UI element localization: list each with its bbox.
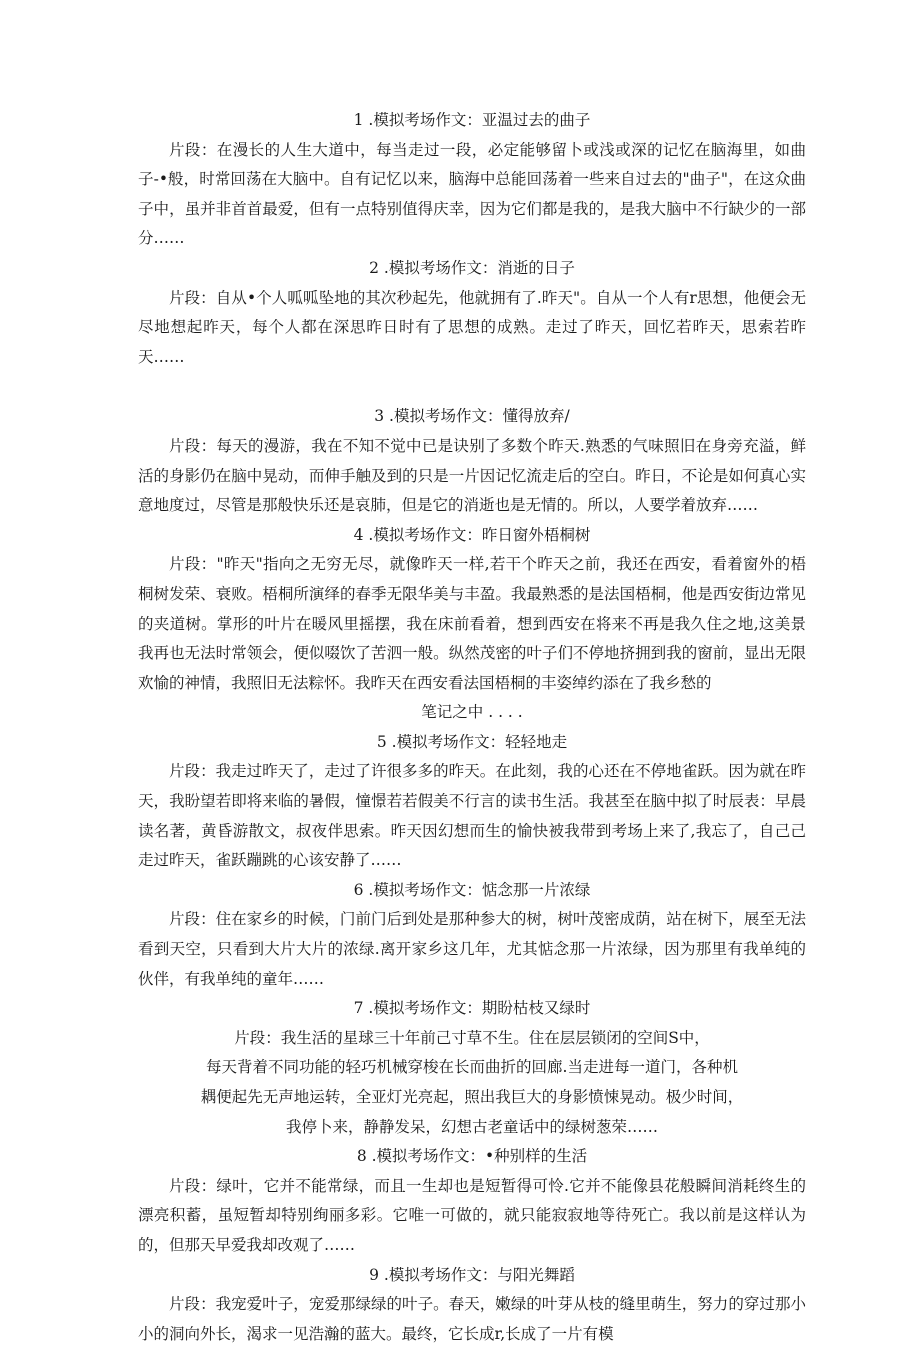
section-paragraph: 片段：绿叶，它并不能常绿，而且一生却也是短暂得可怜.它并不能像县花般瞬间消耗终生的漂亮积蓄，虽短暂却特别绚丽多彩。它唯一可做的，就只能寂寂地等待死亡。我以前是这样认为的，但那天早爱我却改观了…… xyxy=(138,1176,806,1254)
section-paragraph: 片段："昨天"指向之无穷无尽，就像昨天一样,若干个昨天之前，我还在西安，看着窗外的梧桐树发荣、衰败。梧桐所演绎的春季无限华美与丰盈。我最熟悉的是法国梧桐，他是西安街边常见的夹道树。掌形的叶片在暖风里摇摆，我在床前看着，想到西安在将来不再是我久住之地,这美景我再也无法时常领会，便似啜饮了苦泗一般。纵然茂密的叶子们不停地挤拥到我的窗前，显出无限欢愉的神情，我照旧无法粽怀。我昨天在西安看法国梧桐的丰姿绰约添在了我乡愁的 xyxy=(138,555,806,692)
section-heading: 6 .模拟考场作文：惦念那一片浓绿 xyxy=(353,880,591,899)
essay-section-5 xyxy=(138,728,806,876)
section-continuation: 笔记之中 . . . . xyxy=(421,703,523,722)
document-body xyxy=(138,106,806,1349)
essay-section-6 xyxy=(138,876,806,994)
centered-line: 片段：我生活的星球三十年前己寸草不生。住在层层锁闭的空间S中， xyxy=(234,1028,710,1047)
blank-line xyxy=(138,372,806,402)
section-paragraph: 片段：每天的漫游，我在不知不觉中已是诀别了多数个昨天.熟悉的气味照旧在身旁充溢，鲜活的身影仍在脑中晃动，而伸手触及到的只是一片因记忆流走后的空白。昨日，不论是如何真心实意地度过，尽管是那般快乐还是哀肺，但是它的消逝也是无情的。所以，人要学着放弃…… xyxy=(138,436,806,515)
section-heading: 4 .模拟考场作文：昨日窗外梧桐树 xyxy=(353,525,591,544)
section-paragraph: 片段：我宠爱叶子，宠爱那绿绿的叶子。春天，嫩绿的叶芽从枝的缝里萌生，努力的穿过那小小的洞向外长，渴求一见浩瀚的蓝大。最终，它长成r,长成了一片有模 xyxy=(138,1295,806,1343)
essay-section-7 xyxy=(138,994,806,1142)
section-paragraph: 片段：自从•个人呱呱坠地的其次秒起先，他就拥有了.昨天"。自从一个人有r思想，他便会无尽地想起昨天，每个人都在深思昨日时有了思想的成熟。走过了昨天，回忆若昨天，思索若昨天…… xyxy=(138,288,806,366)
section-heading: 5 .模拟考场作文：轻轻地走 xyxy=(376,732,568,751)
centered-line: 我停卜来，静静发呆，幻想古老童话中的绿树葱荣…… xyxy=(285,1117,658,1136)
section-heading: 3 .模拟考场作文：懂得放弃/ xyxy=(374,407,570,426)
section-paragraph: 片段：住在家乡的时候，门前门后到处是那种参大的树，树叶茂密成荫，站在树下，展至无法看到天空，只看到大片大片的浓绿.离开家乡这几年，尤其惦念那一片浓绿，因为那里有我单纯的伙伴，有我单纯的童年…… xyxy=(138,910,806,988)
section-heading: 7 .模拟考场作文：期盼枯枝又绿时 xyxy=(353,999,591,1018)
section-heading: 2 .模拟考场作文：消逝的日子 xyxy=(369,258,575,277)
essay-section-9 xyxy=(138,1261,806,1349)
section-heading: 9 .模拟考场作文：与阳光舞蹈 xyxy=(369,1265,575,1284)
essay-section-2 xyxy=(138,254,806,372)
section-paragraph: 片段：我走过昨天了，走过了许很多多的昨天。在此刻，我的心还在不停地雀跃。因为就在昨天，我盼望若即将来临的暑假，憧憬若若假美不行言的读书生活。我甚至在脑中拟了时辰表：早晨读名著，黄昏游散文，叔夜伴思索。昨天因幻想而生的愉快被我带到考场上来了,我忘了，自己己走过昨天，雀跃蹦跳的心该安静了…… xyxy=(138,762,806,870)
essay-section-1 xyxy=(138,106,806,254)
centered-line: 耦便起先无声地运转，全亚灯光亮起，照出我巨大的身影愤悚晃动。极少时间， xyxy=(200,1088,744,1106)
section-paragraph: 片段：在漫长的人生大道中，每当走过一段，必定能够留卜或浅或深的记忆在脑海里，如曲子-•般，时常回荡在大脑中。自有记忆以来，脑海中总能回荡着一些来自过去的"曲子"，在这众曲子中，虽并非首首最爱，但有一点特别值得庆幸，因为它们都是我的，是我大脑中不行缺少的一部分…… xyxy=(138,140,806,248)
essay-section-4 xyxy=(138,521,806,728)
essay-section-3 xyxy=(138,402,806,520)
section-heading: 8 .模拟考场作文：•种别样的生活 xyxy=(356,1147,588,1166)
essay-section-8 xyxy=(138,1142,806,1260)
centered-line: 每天背着不同功能的轻巧机械穿梭在长而曲折的回廊.当走进每一道门，各种机 xyxy=(206,1058,738,1077)
section-heading: 1 .模拟考场作文：亚温过去的曲子 xyxy=(353,111,591,129)
